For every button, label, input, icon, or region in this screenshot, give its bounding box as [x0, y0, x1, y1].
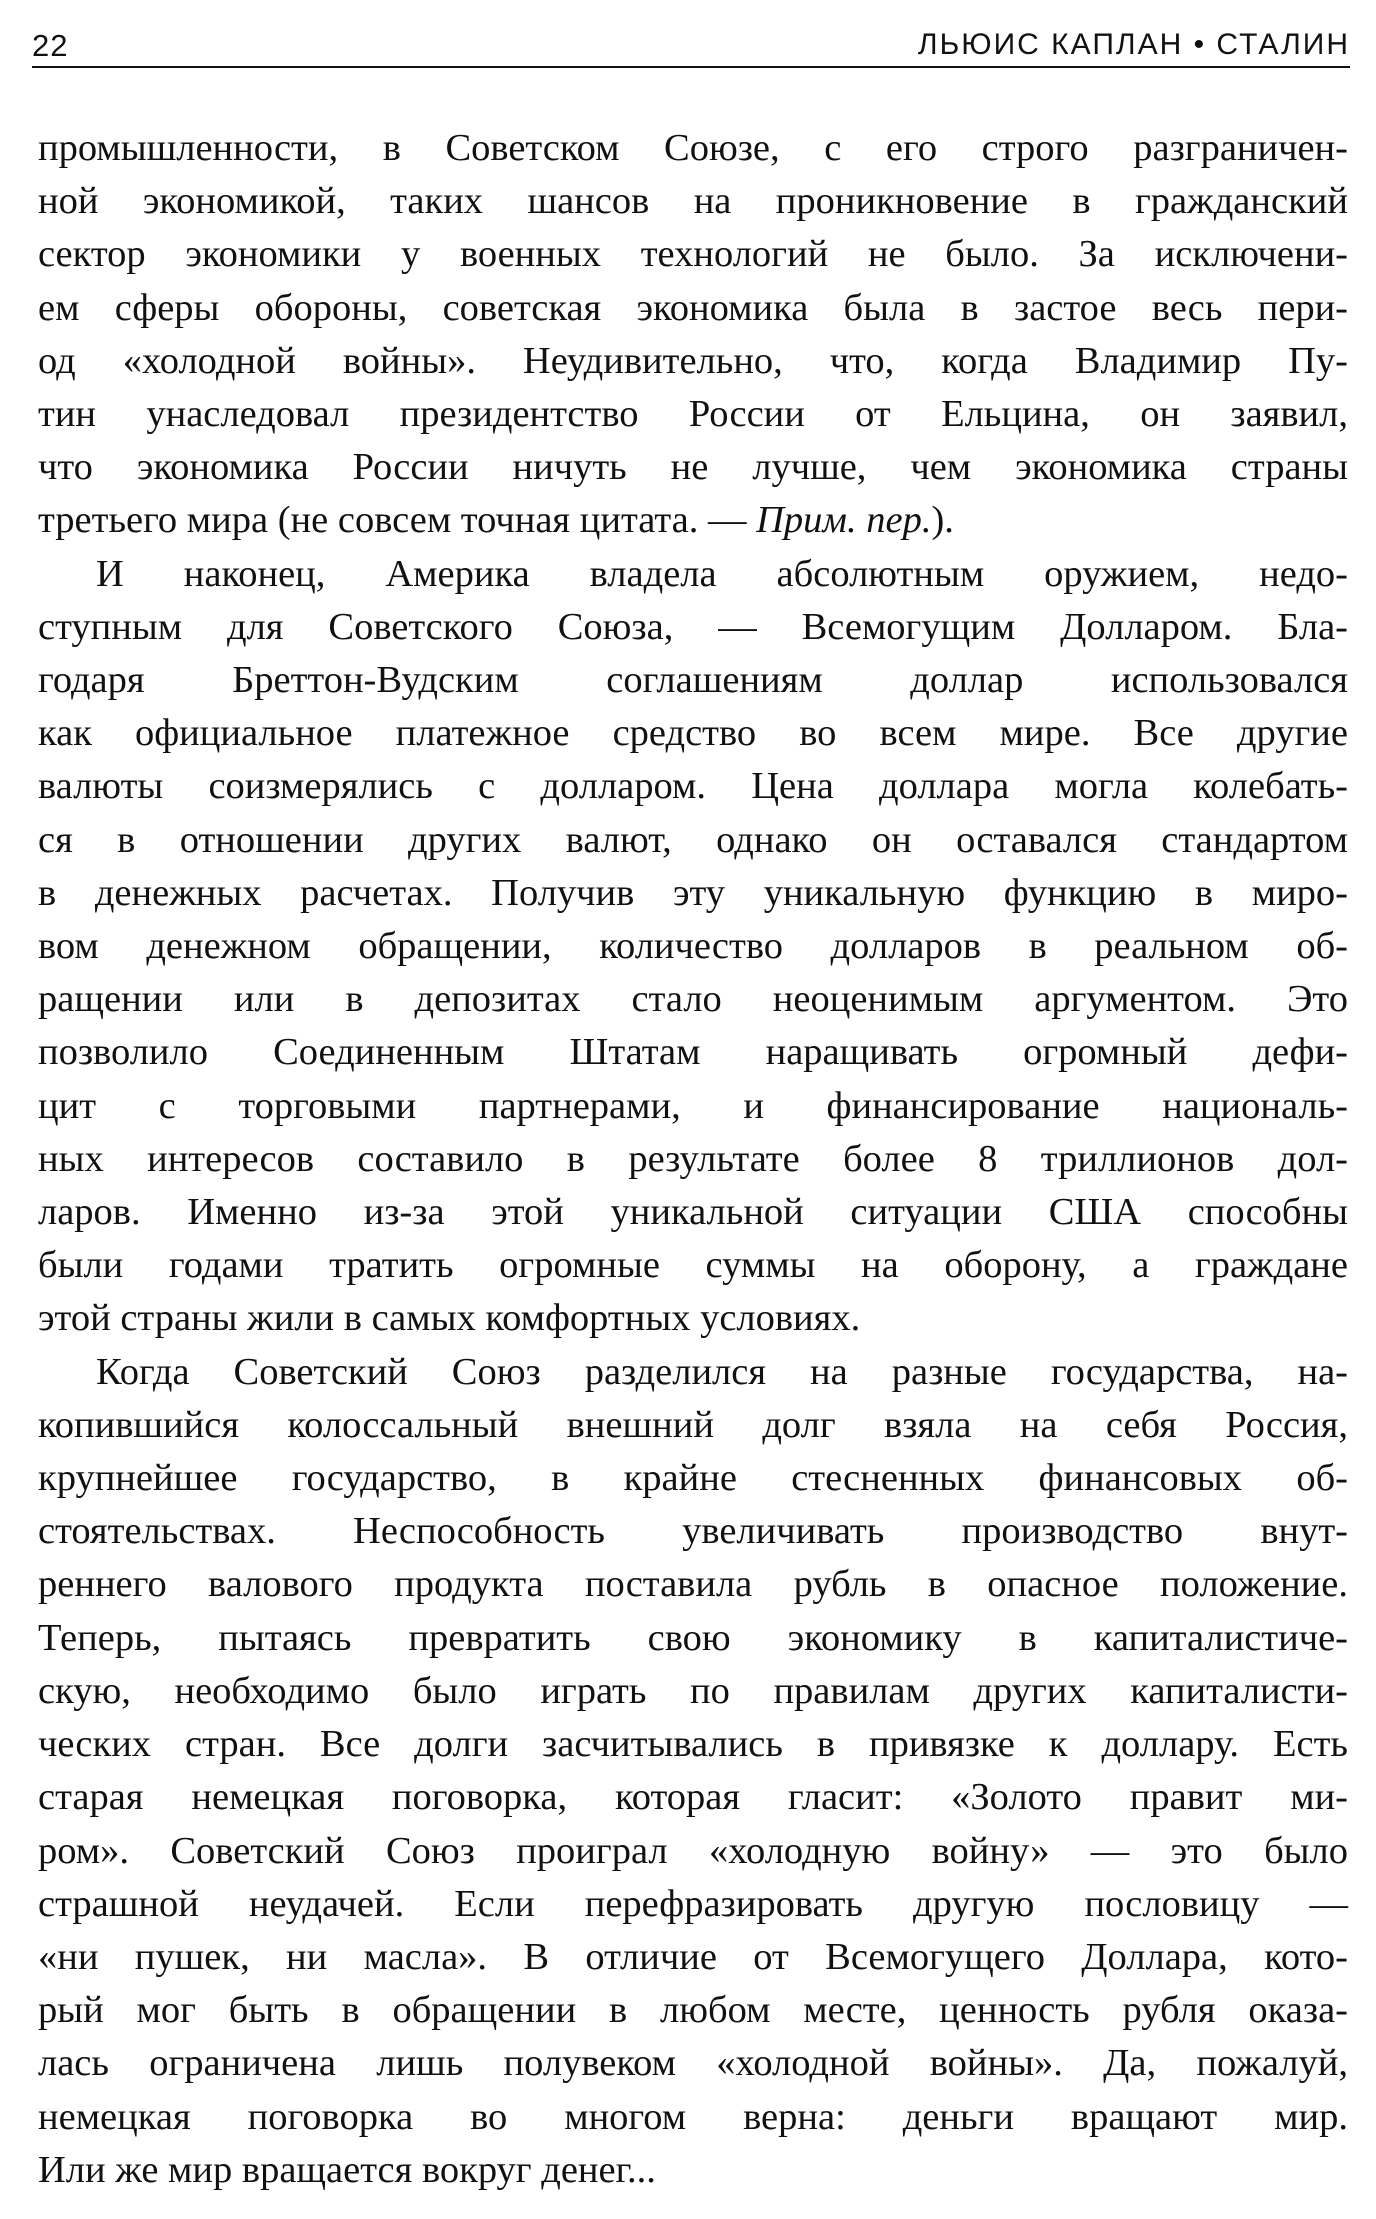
text-line: ступным для Советского Союза, — Всемогущим Долларом. Бла- — [38, 605, 1348, 648]
text-line: были годами тратить огромные суммы на оборону, а граждане — [38, 1244, 1348, 1287]
text-line: од «холодной войны». Неудивительно, что, когда Владимир Пу- — [38, 339, 1348, 382]
text-line: промышленности, в Советском Союзе, с его строго разграничен- — [38, 127, 1348, 169]
text-line: «ни пушек, ни масла». В отличие от Всемогущего Доллара, кото- — [38, 1935, 1348, 1978]
text-line: что экономика России ничуть не лучше, чем экономика страны — [38, 446, 1348, 489]
text-line: ларов. Именно из-за этой уникальной ситуации США способны — [38, 1191, 1348, 1234]
running-head: ЛЬЮИС КАПЛАН • СТАЛИН — [906, 28, 1350, 62]
text-line: цит с торговыми партнерами, и финансирование националь- — [38, 1084, 1348, 1127]
text-line: как официальное платежное средство во всем мире. Все другие — [38, 712, 1348, 755]
text-line: крупнейшее государство, в крайне стесненных финансовых об- — [38, 1457, 1348, 1500]
text-line: валюты соизмерялись с долларом. Цена доллара могла колебать- — [38, 765, 1348, 808]
body-text — [38, 122, 1348, 2197]
text-line: ся в отношении других валют, однако он оставался стандартом — [38, 818, 1348, 861]
page-header — [32, 22, 1350, 68]
page-number: 22 — [32, 28, 69, 63]
text-line: Когда Советский Союз разделился на разные государства, на- — [96, 1350, 1348, 1393]
text-line: ческих стран. Все долги засчитывались в привязке к доллару. Есть — [38, 1723, 1348, 1766]
text-line: ращении или в депозитах стало неоценимым аргументом. Это — [38, 978, 1348, 1021]
text-fragment: третьего мира (не совсем точная цитата. — — [38, 499, 757, 542]
text-line: ем сферы обороны, советская экономика была в застое весь пери- — [38, 286, 1348, 329]
text-line-last — [38, 494, 1348, 547]
paragraph-1 — [38, 122, 1348, 548]
text-line: реннего валового продукта поставила рубль в опасное положение. — [38, 1563, 1348, 1606]
text-line: сектор экономики у военных технологий не было. За исключени- — [38, 233, 1348, 276]
text-line: И наконец, Америка владела абсолютным оружием, недо- — [96, 552, 1348, 595]
text-line: ных интересов составило в результате более 8 триллионов дол- — [38, 1137, 1348, 1180]
paragraph-3 — [38, 1346, 1348, 2197]
text-line-last: Или же мир вращается вокруг денег... — [38, 2148, 656, 2191]
text-line: Теперь, пытаясь превратить свою экономику в капиталистиче- — [38, 1616, 1348, 1659]
text-line: в денежных расчетах. Получив эту уникальную функцию в миро- — [38, 871, 1348, 914]
text-line: старая немецкая поговорка, которая гласит: «Золото правит ми- — [38, 1776, 1348, 1819]
text-line: немецкая поговорка во многом верна: деньги вращают мир. — [38, 2095, 1348, 2138]
text-line: вом денежном обращении, количество долларов в реальном об- — [38, 925, 1348, 968]
text-line: стоятельствах. Неспособность увеличивать производство внут- — [38, 1510, 1348, 1553]
text-line: скую, необходимо было играть по правилам других капиталисти- — [38, 1669, 1348, 1712]
text-line: ной экономикой, таких шансов на проникновение в гражданский — [38, 180, 1348, 223]
text-line: лась ограничена лишь полувеком «холодной войны». Да, пожалуй, — [38, 2042, 1348, 2085]
text-line: рый мог быть в обращении в любом месте, ценность рубля оказа- — [38, 1989, 1348, 2032]
translator-note: Прим. пер. — [756, 499, 932, 542]
text-line: тин унаследовал президентство России от Ельцина, он заявил, — [38, 393, 1348, 436]
text-line: годаря Бреттон-Вудским соглашениям доллар использовался — [38, 659, 1348, 702]
text-line: страшной неудачей. Если перефразировать другую пословицу — — [38, 1882, 1348, 1925]
paragraph-2 — [38, 548, 1348, 1346]
text-line-last: этой страны жили в самых комфортных условиях. — [38, 1297, 861, 1340]
text-line: ром». Советский Союз проиграл «холодную войну» — это было — [38, 1829, 1348, 1872]
text-fragment: ). — [931, 499, 954, 542]
text-line: позволило Соединенным Штатам наращивать огромный дефи- — [38, 1031, 1348, 1074]
text-line: копившийся колоссальный внешний долг взяла на себя Россия, — [38, 1403, 1348, 1446]
